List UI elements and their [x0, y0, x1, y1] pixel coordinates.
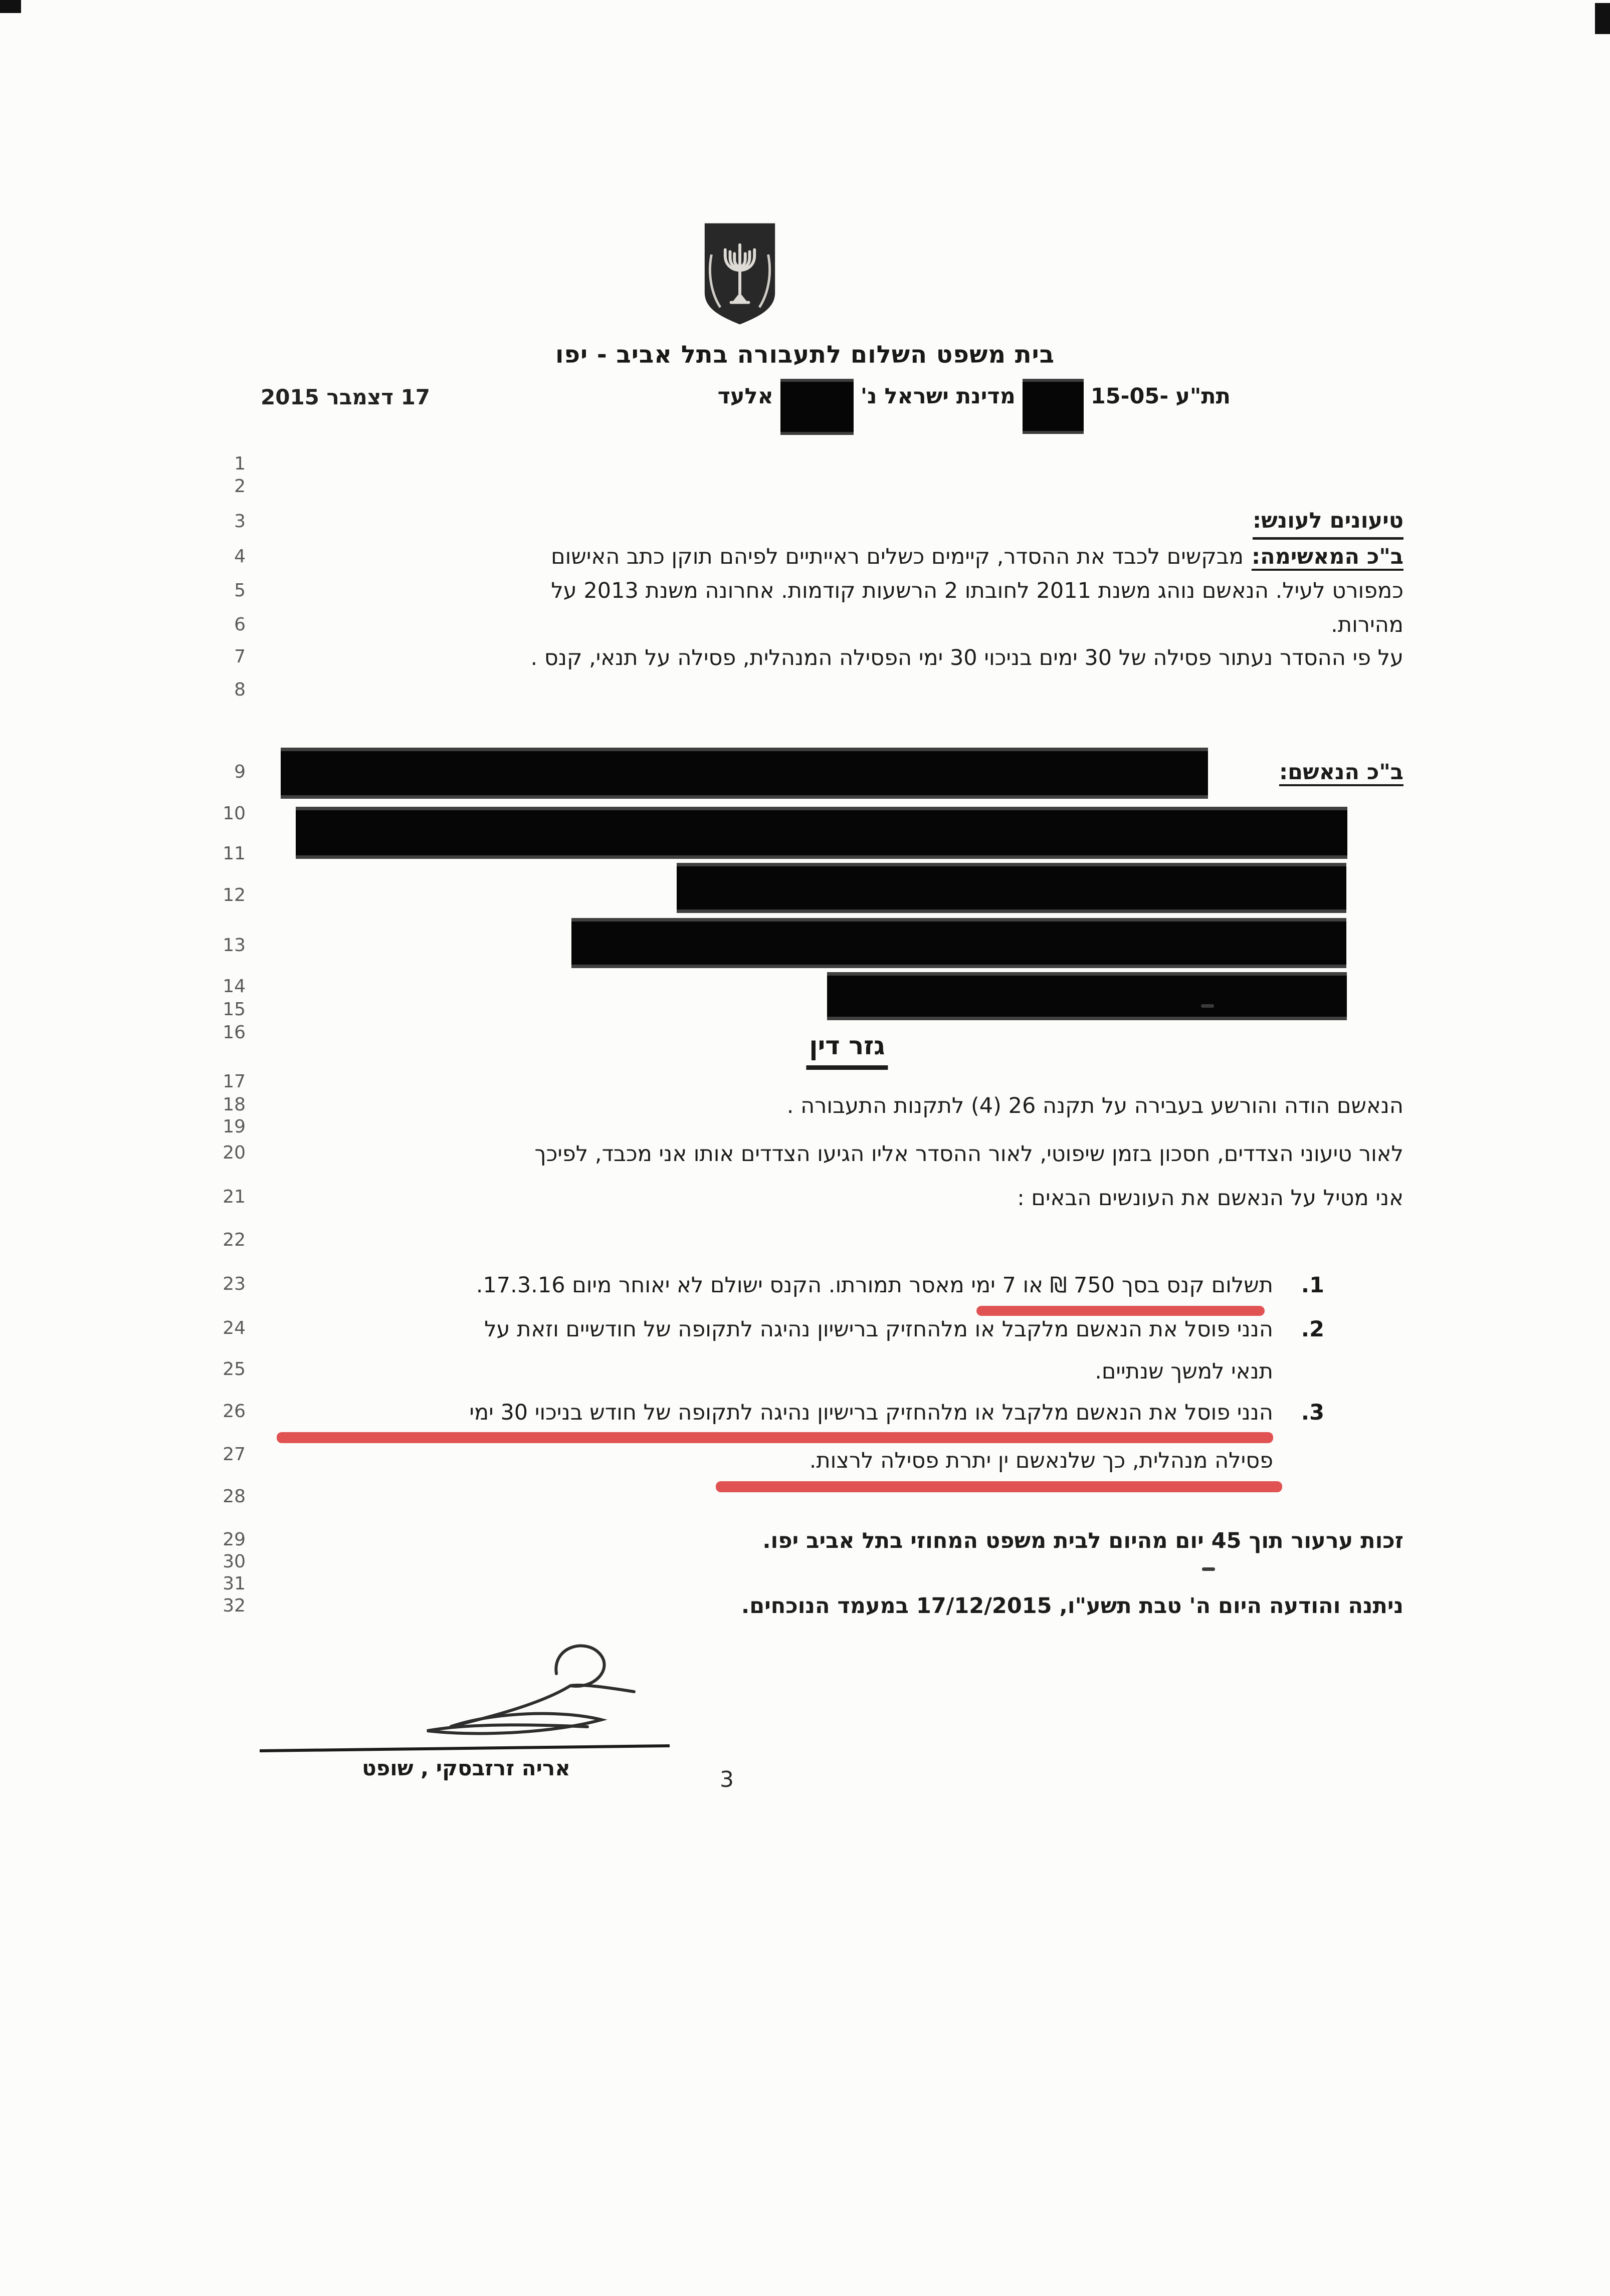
line-number: 30 — [223, 1551, 246, 1572]
red-underline-annotation — [716, 1481, 1282, 1492]
line-number: 7 — [234, 646, 246, 667]
prosecutor-arguments — [551, 544, 1403, 569]
penalty-suspended-line: הנני פוסל את הנאשם מלקבל או מלהחזיק ברישיון נהיגה לתקופה של חודשיים וזאת על — [484, 1317, 1273, 1342]
penalty-number: 3. — [1301, 1400, 1324, 1425]
line-number: 4 — [234, 546, 246, 567]
line-number: 29 — [223, 1529, 246, 1550]
line-number: 26 — [223, 1401, 246, 1422]
israel-state-emblem-icon — [701, 219, 779, 329]
plea-agreement-line: על פי ההסדר נעתור פסילה של 30 ימים בניכוי 30 ימי הפסילה המנהלית, פסילה על תנאי, קנס . — [530, 645, 1403, 670]
line-number: 6 — [234, 614, 246, 635]
prosecutor-label: ב"כ המאשימה: — [1251, 544, 1403, 569]
penalty-disqualification-line: הנני פוסל את הנאשם מלקבל או מלהחזיק ברישיון נהיגה לתקופה של חודש בניכוי 30 ימי — [469, 1400, 1273, 1425]
penalty-number: 1. — [1301, 1273, 1324, 1298]
issuance-line: ניתנה והודעה היום ה' טבת תשע"ו, 17/12/2015 במעמד הנוכחים. — [741, 1593, 1403, 1619]
defense-counsel-label: ב"כ הנאשם: — [1279, 760, 1403, 785]
prior-record-line: כמפורט לעיל. הנאשם נוהג משנת 2011 לחובתו 2 הרשעות קודמות. אחרונה משנת 2013 על — [551, 578, 1403, 603]
redaction-bar — [296, 807, 1347, 859]
case-caption — [718, 379, 1231, 435]
page-number: 3 — [720, 1767, 734, 1792]
line-number: 3 — [234, 511, 246, 532]
line-number: 24 — [223, 1318, 246, 1338]
line-number: 15 — [223, 999, 246, 1020]
line-number: 32 — [223, 1595, 246, 1616]
redaction-bar — [827, 972, 1347, 1020]
line-number: 12 — [223, 885, 246, 905]
line-number: 23 — [223, 1274, 246, 1294]
redaction-bar — [281, 748, 1208, 799]
line-number: 5 — [234, 580, 246, 601]
line-number: 13 — [223, 935, 246, 956]
line-number: 9 — [234, 762, 246, 782]
scan-artifact-dash — [1201, 1004, 1214, 1008]
court-name: בית משפט השלום לתעבורה בתל אביב - יפו — [555, 341, 1055, 369]
line-number: 10 — [223, 803, 246, 824]
reasoning-line: לאור טיעוני הצדדים, חסכון בזמן שיפוטי, לאור ההסדר אליו הגיעו הצדדים אותו אני מכבד, לפיכך — [534, 1141, 1403, 1167]
line-number: 19 — [223, 1116, 246, 1137]
line-number: 25 — [223, 1359, 246, 1380]
conviction-line: הנאשם הודה והורשע בעבירה על תקנה 26 (4) לתקנות התעבורה . — [786, 1093, 1403, 1118]
case-prefix: תת"ע — [1175, 384, 1231, 409]
penalty-number: 2. — [1301, 1317, 1324, 1342]
line-number: 20 — [223, 1142, 246, 1163]
judge-signature — [321, 1624, 682, 1749]
line-number: 28 — [223, 1486, 246, 1507]
line-number: 8 — [234, 679, 246, 700]
scan-artifact-dash — [1202, 1567, 1215, 1571]
redaction-bar — [571, 918, 1346, 968]
line-number: 16 — [223, 1022, 246, 1043]
line-number: 2 — [234, 476, 246, 497]
penalty-disqualification-continuation: פסילה מנהלית, כך שלנאשם ין יתרת פסילה לרצות. — [809, 1448, 1273, 1473]
document-date: 17 דצמבר 2015 — [261, 385, 431, 409]
redaction-bar — [677, 863, 1346, 913]
scan-artifact-corner — [1595, 3, 1610, 34]
penalty-suspended-continuation: תנאי למשך שנתיים. — [1095, 1359, 1273, 1384]
red-underline-annotation — [277, 1432, 1273, 1443]
arguments-heading: טיעונים לעונש: — [1253, 508, 1403, 540]
judge-name: אריה זרזבסקי , שופט — [362, 1756, 570, 1780]
line-number: 27 — [223, 1444, 246, 1465]
line-number: 1 — [234, 453, 246, 474]
redaction-box-case-number — [1023, 379, 1084, 434]
appeal-rights-line: זכות ערעור תוך 45 יום מהיום לבית משפט המחוזי בתל אביב יפו. — [762, 1528, 1403, 1553]
penalty-fine-line: תשלום קנס בסך 750 ₪ או 7 ימי מאסר תמורתו. הקנס ישולם לא יאוחר מיום 17.3.16. — [476, 1273, 1273, 1298]
prosecutor-text: מבקשים לכבד את ההסדר, קיימים כשלים ראייתיים לפיהם תוקן כתב האישום — [551, 544, 1244, 569]
line-number: 11 — [223, 843, 246, 864]
line-number: 22 — [223, 1230, 246, 1250]
defendant-first-name: אלעד — [717, 384, 773, 409]
line-number: 18 — [223, 1094, 246, 1115]
scan-artifact-corner — [0, 0, 21, 13]
reasoning-line: אני מטיל על הנאשם את העונשים הבאים : — [1017, 1186, 1403, 1211]
line-number: 21 — [223, 1187, 246, 1207]
verdict-heading: גזר דין — [806, 1031, 888, 1070]
line-number: 31 — [223, 1573, 246, 1594]
prior-record-continuation: מהירות. — [1331, 612, 1403, 637]
redaction-box-defendant-surname — [780, 379, 854, 435]
line-number: 14 — [223, 976, 246, 997]
case-parties: מדינת ישראל נ' — [860, 384, 1016, 409]
line-number: 17 — [223, 1071, 246, 1092]
case-number-fragment: 15-05- — [1090, 384, 1169, 409]
red-underline-annotation — [976, 1306, 1265, 1316]
